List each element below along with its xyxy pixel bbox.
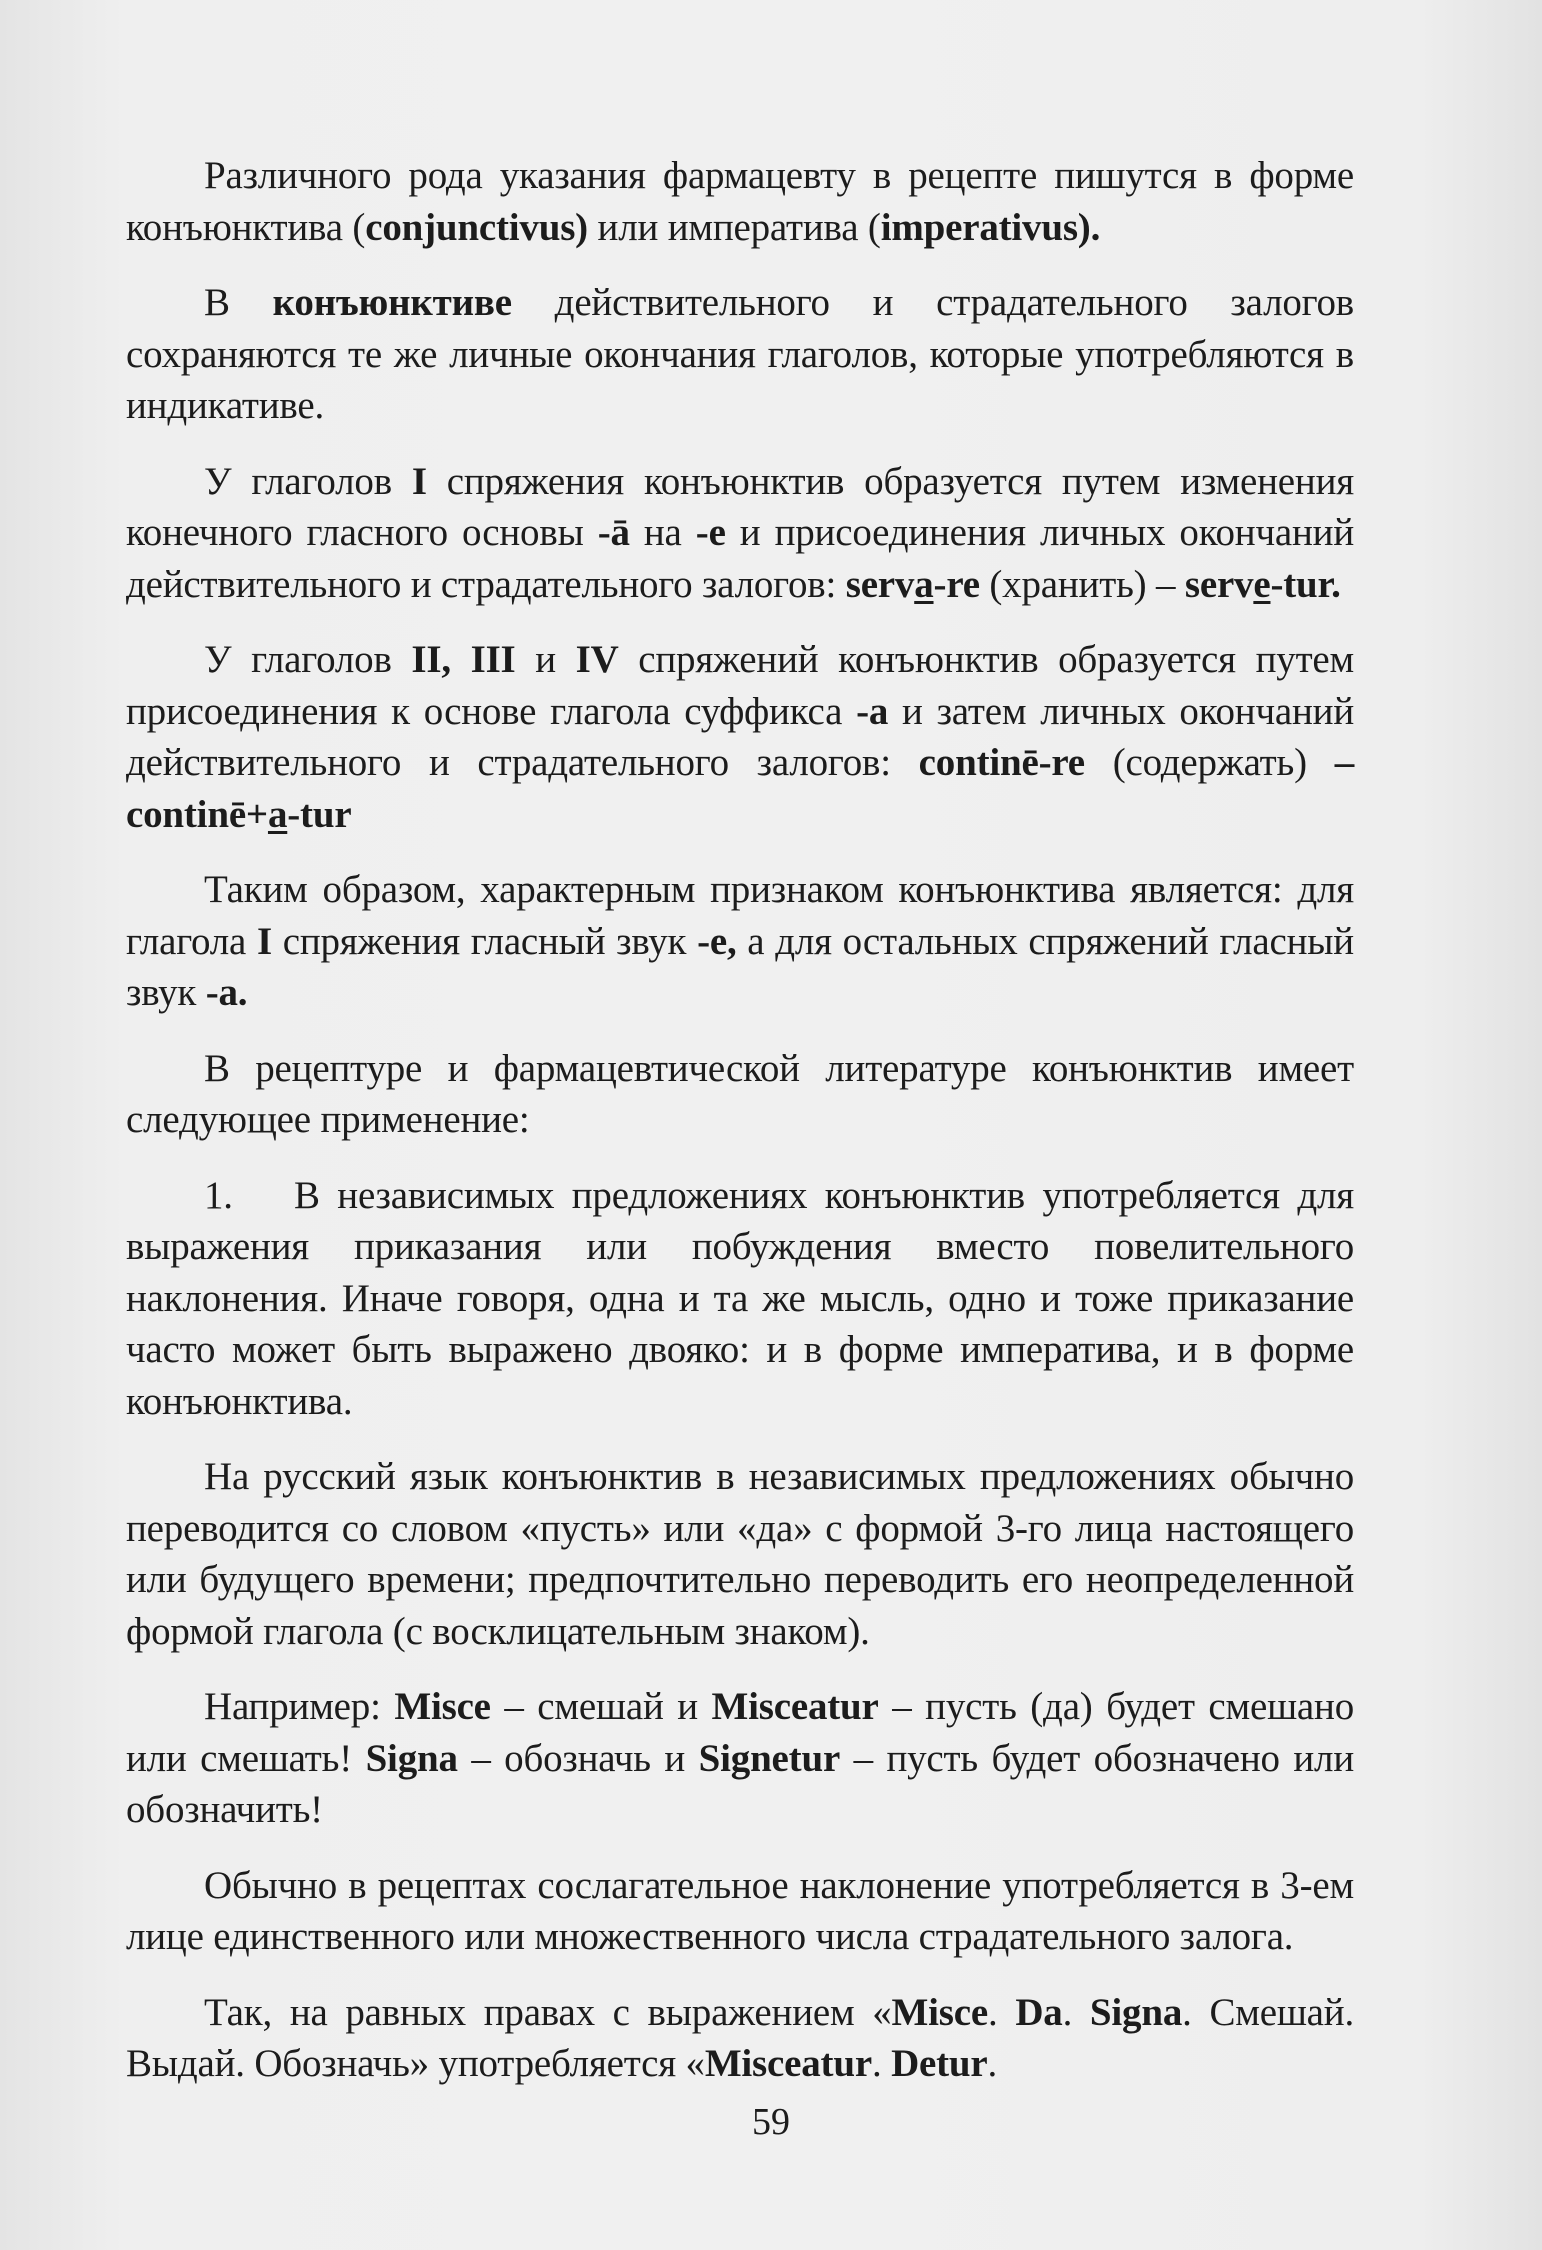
text-run: Так, на равных правах с выражением «	[204, 1990, 892, 2034]
latin-term: Da	[1015, 1990, 1063, 2034]
paragraph-8	[126, 1451, 1354, 1657]
text-run: – continē+	[126, 741, 1354, 836]
text-run: на	[629, 511, 696, 554]
latin-term: imperativus).	[880, 205, 1101, 249]
latin-term: Misce	[891, 1990, 988, 2034]
text-run: serv	[1184, 562, 1254, 606]
latin-term: Signa	[365, 1736, 458, 1780]
text-run: -tur	[287, 792, 352, 836]
text-run: а для остальных спряжений гласный звук	[126, 919, 1354, 1014]
text-run: спряжения конъюнктив образуется путем изменения конечного гласного основы	[126, 459, 1354, 554]
text-run: .	[987, 1990, 1016, 2034]
example-contine-re: continē-re	[918, 741, 1085, 784]
text-run: (хранить) –	[979, 562, 1185, 606]
paragraph-10	[126, 1860, 1354, 1963]
text-run: -tur.	[1270, 562, 1341, 606]
text-run: В рецептуре и фармацевтической литературе конъюнктив имеет следующее применение:	[126, 1046, 1354, 1141]
roman-numeral: II, III	[411, 638, 516, 681]
text-run: -re	[933, 562, 980, 606]
text-run: действительного и страдательного залогов сохраняются те же личные окончания глаголов, которые употребляются в индикативе.	[126, 281, 1354, 427]
text-run: и	[515, 638, 576, 681]
text-run: спряжения гласный звук	[271, 919, 698, 963]
text-body	[126, 150, 1354, 2090]
paragraph-2	[126, 277, 1354, 432]
text-run: и затем личных окончаний действительного и страдательного залогов:	[126, 689, 1354, 784]
text-run: На русский язык конъюнктив в независимых предложениях обычно переводится со словом «пусть» или «да» с формой 3-го лица настоящего или будущего времени; предпочтительно переводить его неопределенной формой глагола (с восклицательным знаком).	[126, 1455, 1354, 1653]
roman-numeral: IV	[575, 638, 619, 681]
text-run: и присоединения личных окончаний действительного и страдательного залогов:	[126, 511, 1354, 606]
text-run: спряжений конъюнктив образуется путем присоединения к основе глагола суффикса	[126, 638, 1355, 733]
example-serve-tur	[1185, 563, 1341, 606]
text-run: или императива (	[587, 205, 881, 249]
roman-numeral: I	[256, 919, 272, 963]
suffix-term: -e,	[697, 919, 737, 963]
text-run: У глаголов	[204, 459, 412, 503]
paragraph-4	[126, 634, 1354, 840]
bold-term: конъюнктиве	[272, 281, 512, 324]
text-run: .	[987, 2042, 998, 2085]
example-serva-re	[846, 563, 980, 606]
text-run: – пусть будет обозначено или обозначить!	[126, 1736, 1354, 1831]
paragraph-6	[126, 1043, 1354, 1146]
latin-term: Misceatur	[704, 2042, 872, 2085]
roman-numeral: I	[411, 459, 427, 503]
text-run: В	[204, 281, 273, 324]
paragraph-5	[126, 864, 1354, 1019]
text-run: serv	[845, 562, 915, 606]
text-run: (содержать)	[1084, 741, 1335, 784]
text-run: – пусть (да) будет смешано или смешать!	[126, 1685, 1355, 1780]
latin-term: Signetur	[698, 1736, 841, 1780]
text-run: . Смешай. Выдай. Обозначь» употребляется «	[126, 1990, 1355, 2085]
suffix-term: -e	[695, 511, 726, 554]
latin-term: Detur	[891, 2042, 988, 2085]
suffix-term: -a	[856, 689, 889, 733]
list-number: 1.	[204, 1173, 233, 1217]
latin-term: Misce	[394, 1685, 491, 1728]
text-run: В независимых предложениях конъюнктив употребляется для выражения приказания или побуждения вместо повелительного наклонения. Иначе говоря, одна и та же мысль, одно и тоже приказание часто может быть выражено двояко: и в форме императива, и в форме конъюнктива.	[126, 1173, 1354, 1423]
page-number: 59	[752, 2101, 790, 2143]
text-run: Обычно в рецептах сослагательное наклонение употребляется в 3-ем лице единственного или множественного числа страдательного залога.	[126, 1863, 1354, 1958]
text-run: Таким образом, характерным признаком конъюнктива является: для глагола	[126, 868, 1354, 963]
text-run: Различного рода указания фармацевту в рецепте пишутся в форме конъюнктива (	[126, 154, 1354, 249]
underlined-vowel: e	[1253, 562, 1271, 606]
text-run: У глаголов	[204, 638, 412, 681]
text-run: .	[871, 2042, 892, 2085]
text-run: – смешай и	[490, 1685, 712, 1728]
paragraph-1	[126, 150, 1354, 253]
underlined-vowel: a	[914, 562, 934, 606]
paragraph-11	[126, 1987, 1354, 2090]
latin-term: Signa	[1089, 1990, 1183, 2034]
text-run: Например:	[204, 1685, 395, 1728]
underlined-vowel: a	[267, 792, 288, 836]
text-run: .	[1062, 1990, 1090, 2034]
suffix-term: -a.	[205, 971, 248, 1014]
paragraph-7	[126, 1170, 1354, 1428]
latin-term: Misceatur	[711, 1685, 879, 1728]
paragraph-9	[126, 1681, 1354, 1836]
suffix-term: -ā	[597, 511, 630, 554]
text-run: – обозначь и	[457, 1736, 699, 1780]
latin-term: conjunctivus)	[365, 205, 588, 249]
paragraph-3	[126, 456, 1354, 611]
